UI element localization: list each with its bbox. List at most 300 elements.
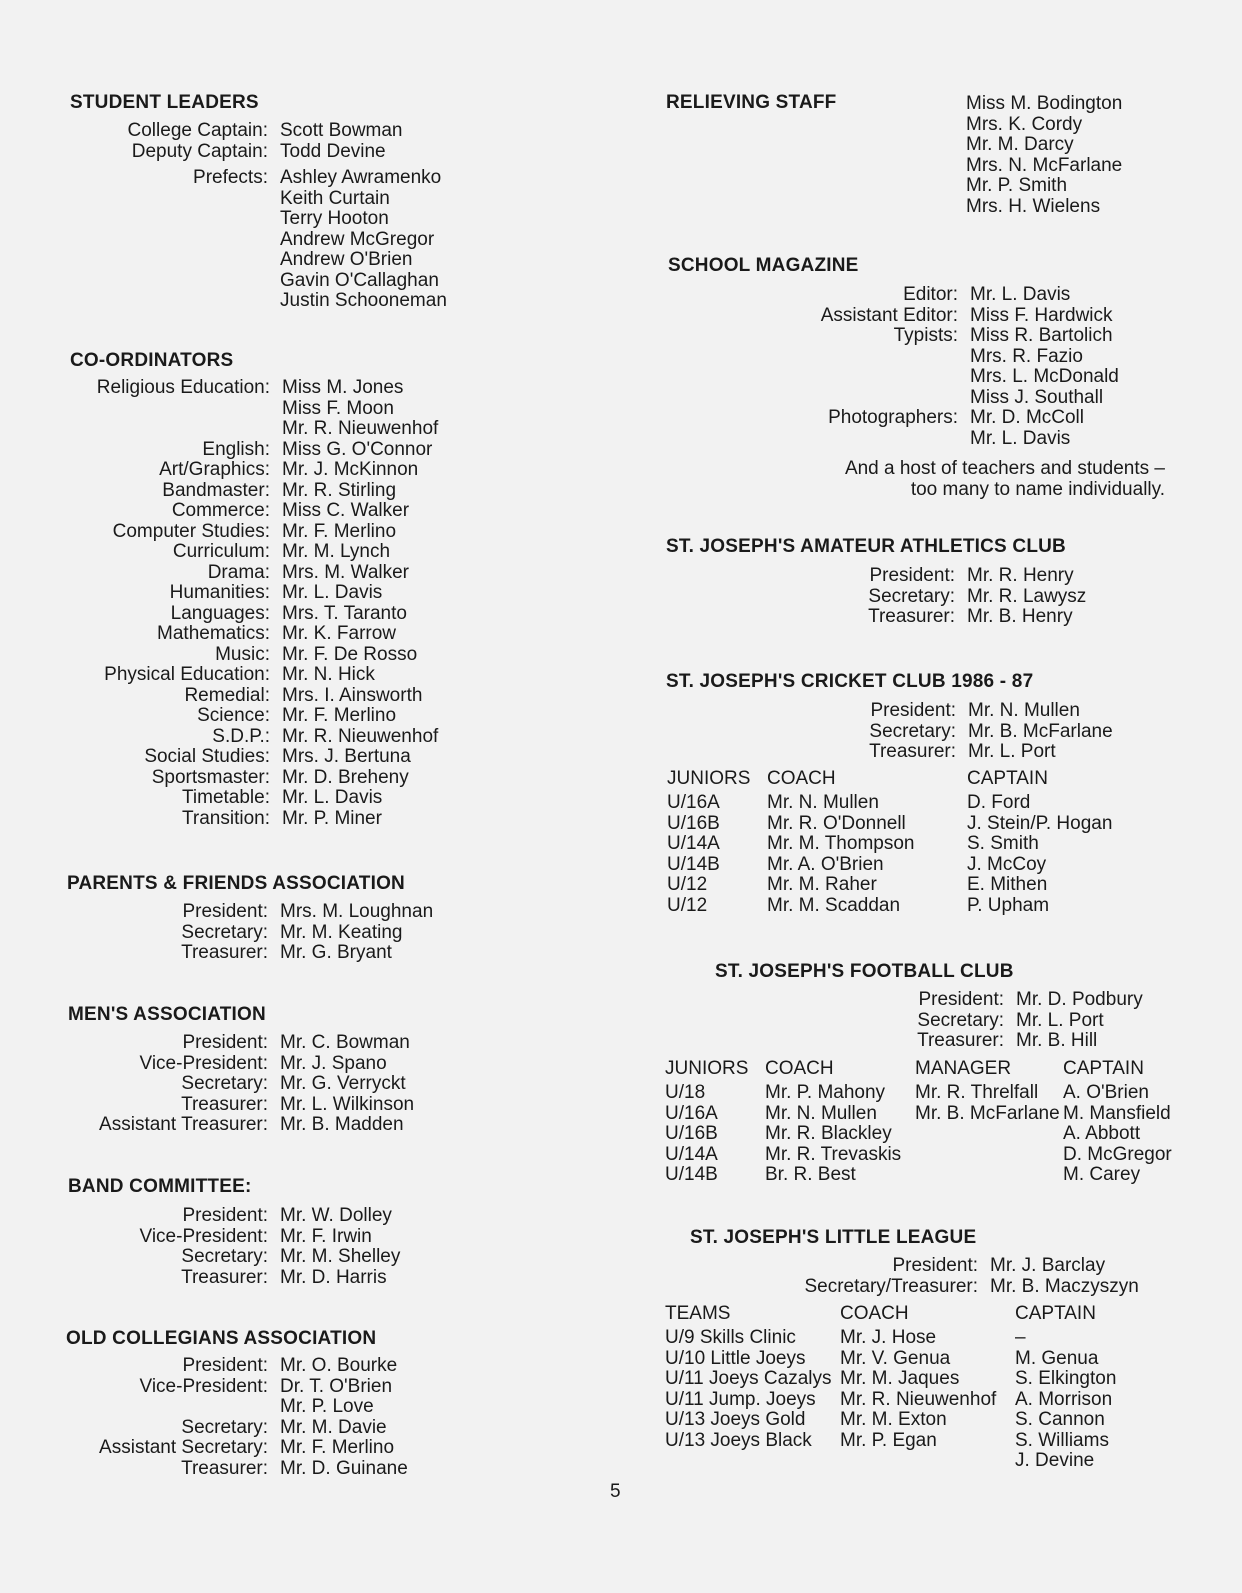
list-item	[700, 326, 1119, 347]
table-cell: Mr. A. O'Brien	[767, 853, 884, 875]
football-club-heading: ST. JOSEPH'S FOOTBALL CLUB	[715, 961, 1014, 982]
page-number: 5	[610, 1481, 621, 1502]
table-cell: J. Stein/P. Hogan	[967, 812, 1113, 834]
person-name: Mrs. J. Bertuna	[282, 746, 411, 767]
list-item	[750, 1011, 1143, 1032]
role-label: Commerce:	[171, 500, 270, 521]
table-cell: Mr. R. Blackley	[765, 1123, 892, 1144]
table-cell: A. O'Brien	[1063, 1082, 1149, 1103]
column-header: MANAGER	[915, 1058, 1012, 1079]
list-item	[740, 1256, 1139, 1277]
table-cell: U/9 Skills Clinic	[665, 1327, 796, 1348]
person-name: Mr. R. Henry	[967, 565, 1074, 586]
table-cell: U/10 Little Joeys	[665, 1347, 806, 1369]
role-label: Bandmaster:	[162, 479, 270, 501]
list-item	[40, 501, 438, 522]
table-cell: U/16A	[667, 792, 720, 813]
little-league-list	[740, 1256, 1139, 1297]
table-header-row	[665, 1304, 1205, 1328]
table-cell: M. Mansfield	[1063, 1102, 1171, 1124]
role-label: Treasurer:	[868, 606, 955, 627]
football-teams-table	[665, 1059, 1205, 1186]
person-name: Mr. K. Farrow	[282, 623, 397, 644]
table-cell: S. Smith	[967, 833, 1039, 854]
person-name: Mr. G. Verryckt	[280, 1073, 406, 1094]
role-label	[700, 429, 970, 450]
list-item	[40, 399, 438, 420]
table-cell: Mr. M. Scaddan	[767, 894, 901, 916]
list-item: Prefects: Ashley Awramenko	[193, 167, 442, 188]
list-item: Deputy Captain: Todd Devine	[131, 140, 386, 162]
table-cell: J. McCoy	[967, 853, 1047, 875]
student-leaders-list	[40, 121, 403, 162]
list-item	[40, 1227, 400, 1248]
role-label	[700, 388, 970, 409]
list-item: Terry Hooton	[280, 208, 389, 229]
table-cell: Mr. B. McFarlane	[915, 1102, 1060, 1124]
table-cell: Mr. N. Mullen	[765, 1102, 877, 1124]
role-label: Timetable:	[182, 787, 270, 808]
athletics-club-heading: ST. JOSEPH'S AMATEUR ATHLETICS CLUB	[666, 536, 1066, 557]
person-name: Mr. L. Port	[1016, 1009, 1104, 1031]
person-name: Mrs. R. Fazio	[970, 345, 1083, 367]
person-name: Mr. C. Bowman	[280, 1032, 410, 1053]
role-label: Secretary:	[869, 720, 956, 742]
person-name: Mrs. M. Loughnan	[280, 901, 434, 922]
role-label: Physical Education:	[104, 664, 270, 685]
table-cell: S. Cannon	[1015, 1409, 1105, 1430]
list-item	[750, 990, 1143, 1011]
table-row	[665, 1369, 1205, 1390]
table-cell: Mr. M. Thompson	[767, 833, 915, 854]
list-item	[700, 587, 1086, 608]
parents-friends-heading: PARENTS & FRIENDS ASSOCIATION	[67, 873, 405, 894]
table-row	[665, 1451, 1205, 1472]
list-item	[40, 563, 438, 584]
list-item	[40, 1377, 408, 1398]
person-name: Mr. M. Darcy	[966, 134, 1074, 155]
list-item	[40, 1247, 400, 1268]
person-name: Mr. W. Dolley	[280, 1205, 392, 1226]
role-label: President:	[869, 565, 955, 586]
person-name: Mr. L. Wilkinson	[280, 1093, 415, 1115]
list-item	[740, 1277, 1139, 1298]
column-header: CAPTAIN	[967, 768, 1048, 789]
table-cell: D. Ford	[967, 792, 1031, 813]
list-item	[40, 1033, 414, 1054]
list-item	[40, 645, 438, 666]
table-cell: U/13 Joeys Gold	[665, 1409, 806, 1430]
list-item	[40, 1438, 408, 1459]
list-item	[966, 176, 1122, 197]
table-row	[665, 1390, 1205, 1411]
little-league-teams-table	[665, 1304, 1205, 1472]
person-name: Mr. N. Mullen	[968, 700, 1080, 721]
list-item	[966, 197, 1122, 218]
person-name: Miss M. Jones	[282, 377, 404, 398]
magazine-note-line1: And a host of teachers and students –	[844, 458, 1165, 479]
table-cell: S. Williams	[1015, 1429, 1109, 1451]
person-name: Mr. P. Miner	[282, 807, 382, 829]
list-item	[700, 607, 1086, 628]
magazine-note-line2: too many to name individually.	[910, 479, 1165, 500]
list-item	[700, 388, 1119, 409]
person-name: Mr. M. Lynch	[282, 541, 391, 562]
prefects-list	[40, 168, 447, 312]
table-cell: Mr. M. Exton	[840, 1409, 947, 1430]
table-cell: –	[1015, 1327, 1026, 1348]
list-item	[40, 768, 438, 789]
person-name: Mr. J. Spano	[280, 1052, 387, 1074]
list-item: Justin Schooneman	[280, 290, 447, 311]
table-cell: U/14A	[665, 1143, 718, 1165]
role-label: Treasurer:	[869, 741, 956, 762]
table-row	[667, 814, 1187, 835]
role-label: President:	[918, 989, 1004, 1010]
table-row	[667, 875, 1187, 896]
list-item	[40, 604, 438, 625]
person-name: Mr. L. Davis	[282, 787, 383, 808]
column-header: TEAMS	[665, 1303, 731, 1324]
column-header: JUNIORS	[667, 768, 751, 789]
list-item	[40, 809, 438, 830]
coordinators-heading: CO-ORDINATORS	[70, 350, 234, 371]
role-label: Treasurer:	[181, 942, 268, 963]
column-header: COACH	[765, 1058, 834, 1079]
table-cell: M. Genua	[1015, 1347, 1099, 1369]
list-item	[40, 1115, 414, 1136]
parents-friends-list	[40, 902, 433, 964]
table-header-row	[667, 769, 1187, 793]
table-cell: U/13 Joeys Black	[665, 1429, 812, 1451]
list-item: Keith Curtain	[280, 187, 390, 209]
person-name: Mr. L. Davis	[282, 582, 383, 603]
list-item	[966, 94, 1122, 115]
list-item	[40, 624, 438, 645]
role-label: Sportsmaster:	[151, 766, 270, 788]
role-label: Science:	[197, 705, 270, 726]
role-label: Mathematics:	[157, 623, 270, 644]
cricket-club-heading: ST. JOSEPH'S CRICKET CLUB 1986 - 87	[666, 671, 1034, 692]
table-row	[665, 1349, 1205, 1370]
list-item	[40, 1074, 414, 1095]
list-item	[40, 1397, 408, 1418]
table-cell: U/11 Jump. Joeys	[665, 1388, 816, 1410]
relieving-staff-heading: RELIEVING STAFF	[666, 92, 837, 113]
list-item	[40, 788, 438, 809]
table-cell: U/12	[667, 874, 708, 895]
list-item	[700, 429, 1119, 450]
role-label	[40, 419, 282, 440]
person-name: Mrs. M. Walker	[282, 561, 410, 583]
list-item	[966, 115, 1122, 136]
table-cell: Mr. P. Mahony	[765, 1082, 886, 1103]
table-row	[665, 1145, 1205, 1166]
person-name: Mr. L. Port	[968, 741, 1056, 762]
person-name: Mr. P. Smith	[966, 175, 1068, 196]
role-label: President:	[182, 901, 268, 922]
person-name: Miss G. O'Connor	[282, 438, 433, 460]
table-cell: Mr. R. Nieuwenhof	[840, 1388, 997, 1410]
role-label: Languages:	[170, 602, 270, 624]
role-label: Treasurer:	[181, 1266, 268, 1288]
list-item	[750, 1031, 1143, 1052]
list-item	[40, 706, 438, 727]
person-name: Mr. F. Irwin	[280, 1225, 372, 1247]
list-item	[700, 742, 1113, 763]
person-name: Mrs. H. Wielens	[966, 195, 1101, 217]
role-label: Vice-President:	[139, 1375, 268, 1397]
person-name: Mr. G. Bryant	[280, 942, 392, 963]
role-label: Secretary:	[181, 1416, 268, 1438]
table-cell: U/11 Joeys Cazalys	[665, 1368, 832, 1389]
role-label: Secretary/Treasurer:	[804, 1275, 978, 1297]
person-name: Mr. L. Davis	[970, 284, 1071, 305]
table-cell: Mr. M. Jaques	[840, 1368, 960, 1389]
person-name: Mr. F. Merlino	[282, 520, 397, 542]
person-name: Mrs. L. McDonald	[970, 366, 1119, 387]
table-cell: Mr. J. Hose	[840, 1327, 937, 1348]
role-label: Vice-President:	[139, 1225, 268, 1247]
football-club-list	[750, 990, 1143, 1052]
list-item	[40, 1356, 408, 1377]
role-label: Secretary:	[181, 1246, 268, 1267]
person-name: Mr. M. Davie	[280, 1416, 387, 1438]
table-cell: U/12	[667, 894, 708, 916]
person-name: Mrs. T. Taranto	[282, 602, 407, 624]
list-item	[40, 460, 438, 481]
role-label	[40, 399, 282, 420]
role-label: Art/Graphics:	[159, 459, 270, 480]
list-item	[40, 665, 438, 686]
school-magazine-heading: SCHOOL MAGAZINE	[668, 255, 859, 276]
role-label: President:	[182, 1032, 268, 1053]
person-name: Miss C. Walker	[282, 500, 410, 521]
list-item	[40, 481, 438, 502]
role-label: Secretary:	[917, 1009, 1004, 1031]
table-row	[665, 1328, 1205, 1349]
person-name: Mr. D. Harris	[280, 1266, 387, 1288]
table-row	[665, 1431, 1205, 1452]
role-label: Social Studies:	[144, 746, 270, 767]
role-label: Computer Studies:	[112, 520, 270, 542]
list-item	[40, 1206, 400, 1227]
cricket-club-list	[700, 701, 1113, 763]
person-name: Mr. J. McKinnon	[282, 459, 419, 480]
role-label: English:	[202, 438, 270, 460]
person-name: Mr. O. Bourke	[280, 1355, 398, 1376]
table-cell: Mr. M. Raher	[767, 874, 877, 895]
person-name: Miss J. Southall	[970, 386, 1104, 408]
list-item	[700, 408, 1119, 429]
person-name: Mr. B. Hill	[1016, 1030, 1098, 1051]
column-header: JUNIORS	[665, 1058, 749, 1079]
table-header-row	[665, 1059, 1205, 1083]
role-label: Transition:	[182, 807, 270, 829]
column-header: CAPTAIN	[1015, 1303, 1096, 1324]
table-row	[667, 834, 1187, 855]
band-committee-heading: BAND COMMITTEE:	[68, 1176, 252, 1197]
role-label: Curriculum:	[172, 541, 270, 562]
list-item	[700, 347, 1119, 368]
person-name: Mr. B. Henry	[967, 606, 1073, 627]
role-label: Typists:	[893, 325, 958, 346]
person-name: Mrs. N. McFarlane	[966, 154, 1123, 176]
role-label: Assistant Treasurer:	[99, 1114, 268, 1135]
list-item	[966, 135, 1122, 156]
table-cell: J. Devine	[1015, 1450, 1095, 1471]
table-cell: U/16A	[665, 1102, 718, 1124]
table-cell: U/16B	[665, 1123, 718, 1144]
person-name: Dr. T. O'Brien	[280, 1375, 393, 1397]
table-cell: S. Elkington	[1015, 1368, 1117, 1389]
list-item	[40, 923, 433, 944]
person-name: Mr. F. Merlino	[280, 1437, 395, 1458]
table-cell: Mr. N. Mullen	[767, 792, 879, 813]
table-row	[665, 1104, 1205, 1125]
person-name: Mrs. K. Cordy	[966, 113, 1083, 135]
role-label: Editor:	[903, 284, 958, 305]
role-label: Assistant Secretary:	[99, 1437, 268, 1458]
person-name: Miss F. Hardwick	[970, 304, 1113, 326]
table-row	[667, 855, 1187, 876]
table-cell: Mr. R. Threlfall	[915, 1082, 1039, 1103]
person-name: Mr. D. Podbury	[1016, 989, 1143, 1010]
list-item	[40, 542, 438, 563]
old-collegians-list	[40, 1356, 408, 1479]
role-label: Religious Education:	[96, 377, 270, 398]
mens-association-heading: MEN'S ASSOCIATION	[68, 1004, 266, 1025]
list-item: Andrew McGregor	[280, 228, 435, 250]
column-header: COACH	[840, 1303, 909, 1324]
table-cell: D. McGregor	[1063, 1143, 1172, 1165]
list-item	[40, 943, 433, 964]
list-item	[40, 747, 438, 768]
band-committee-list	[40, 1206, 400, 1288]
role-label: Treasurer:	[181, 1093, 268, 1115]
list-item	[40, 1268, 400, 1289]
column-header: CAPTAIN	[1063, 1058, 1144, 1079]
person-name: Mr. R. Nieuwenhof	[282, 725, 439, 747]
role-label: Drama:	[207, 561, 270, 583]
relieving-staff-list	[966, 94, 1122, 217]
person-name: Mr. P. Love	[280, 1396, 374, 1417]
list-item	[40, 1459, 408, 1480]
role-label: S.D.P.:	[212, 725, 270, 747]
table-cell: U/14B	[667, 853, 720, 875]
role-label	[700, 347, 970, 368]
table-cell: U/14B	[665, 1164, 718, 1185]
role-label: President:	[892, 1255, 978, 1276]
table-cell: E. Mithen	[967, 874, 1048, 895]
role-label: President:	[182, 1205, 268, 1226]
cricket-teams-table	[667, 769, 1187, 916]
role-label: Secretary:	[868, 585, 955, 607]
person-name: Mr. J. Barclay	[990, 1255, 1106, 1276]
table-cell: A. Abbott	[1063, 1123, 1141, 1144]
table-row	[665, 1410, 1205, 1431]
person-name: Mr. M. Keating	[280, 921, 403, 943]
role-label: Secretary:	[181, 1073, 268, 1094]
table-cell: Mr. P. Egan	[840, 1429, 937, 1451]
person-name: Mr. B. Madden	[280, 1114, 404, 1135]
table-row	[665, 1165, 1205, 1186]
old-collegians-heading: OLD COLLEGIANS ASSOCIATION	[66, 1328, 377, 1349]
role-label: Photographers:	[828, 407, 958, 428]
list-item	[40, 378, 438, 399]
table-row	[665, 1083, 1205, 1104]
list-item	[40, 440, 438, 461]
person-name: Mr. D. Guinane	[280, 1457, 408, 1479]
list-item: College Captain: Scott Bowman	[127, 120, 403, 141]
table-cell: M. Carey	[1063, 1164, 1141, 1185]
school-magazine-list	[700, 285, 1119, 449]
list-item	[700, 701, 1113, 722]
list-item	[40, 419, 438, 440]
role-label: President:	[182, 1355, 268, 1376]
table-cell: P. Upham	[967, 894, 1050, 916]
mens-association-list	[40, 1033, 414, 1136]
person-name: Mr. R. Lawysz	[967, 585, 1087, 607]
table-row	[665, 1124, 1205, 1145]
role-label: Remedial:	[184, 684, 270, 706]
person-name: Mr. B. Maczyszyn	[990, 1275, 1139, 1297]
list-item: Gavin O'Callaghan	[280, 269, 439, 291]
table-cell: U/14A	[667, 833, 720, 854]
person-name: Miss R. Bartolich	[970, 325, 1113, 346]
table-cell: Mr. V. Genua	[840, 1347, 951, 1369]
role-label: Humanities:	[169, 582, 270, 603]
list-item	[40, 902, 433, 923]
person-name: Miss F. Moon	[282, 397, 394, 419]
list-item	[40, 1054, 414, 1075]
table-cell: Mr. R. Trevaskis	[765, 1143, 902, 1165]
person-name: Mr. D. McColl	[970, 407, 1084, 428]
list-item: Andrew O'Brien	[280, 249, 413, 270]
person-name: Mr. R. Stirling	[282, 479, 397, 501]
list-item	[700, 566, 1086, 587]
person-name: Mr. F. Merlino	[282, 705, 397, 726]
role-label: Treasurer:	[181, 1457, 268, 1479]
list-item	[700, 722, 1113, 743]
role-label	[700, 367, 970, 388]
person-name: Mr. L. Davis	[970, 427, 1071, 449]
person-name: Mrs. I. Ainsworth	[282, 684, 423, 706]
role-label: President:	[870, 700, 956, 721]
column-header: COACH	[767, 768, 836, 789]
person-name: Mr. B. McFarlane	[968, 720, 1113, 742]
list-item	[40, 686, 438, 707]
person-name: Mr. D. Breheny	[282, 766, 409, 788]
table-row	[667, 793, 1187, 814]
table-cell: A. Morrison	[1015, 1388, 1113, 1410]
table-cell: U/18	[665, 1082, 706, 1103]
role-label	[40, 1397, 280, 1418]
role-label: Treasurer:	[917, 1030, 1004, 1051]
table-cell: Mr. R. O'Donnell	[767, 812, 906, 834]
athletics-club-list	[700, 566, 1086, 628]
list-item	[966, 156, 1122, 177]
list-item	[40, 1418, 408, 1439]
role-label: Music:	[215, 643, 270, 665]
list-item	[40, 583, 438, 604]
table-cell: Br. R. Best	[765, 1164, 856, 1185]
coordinators-list	[40, 378, 438, 829]
role-label: Secretary:	[181, 921, 268, 943]
list-item	[40, 1095, 414, 1116]
person-name: Mr. F. De Rosso	[282, 643, 418, 665]
role-label: Vice-President:	[139, 1052, 268, 1074]
